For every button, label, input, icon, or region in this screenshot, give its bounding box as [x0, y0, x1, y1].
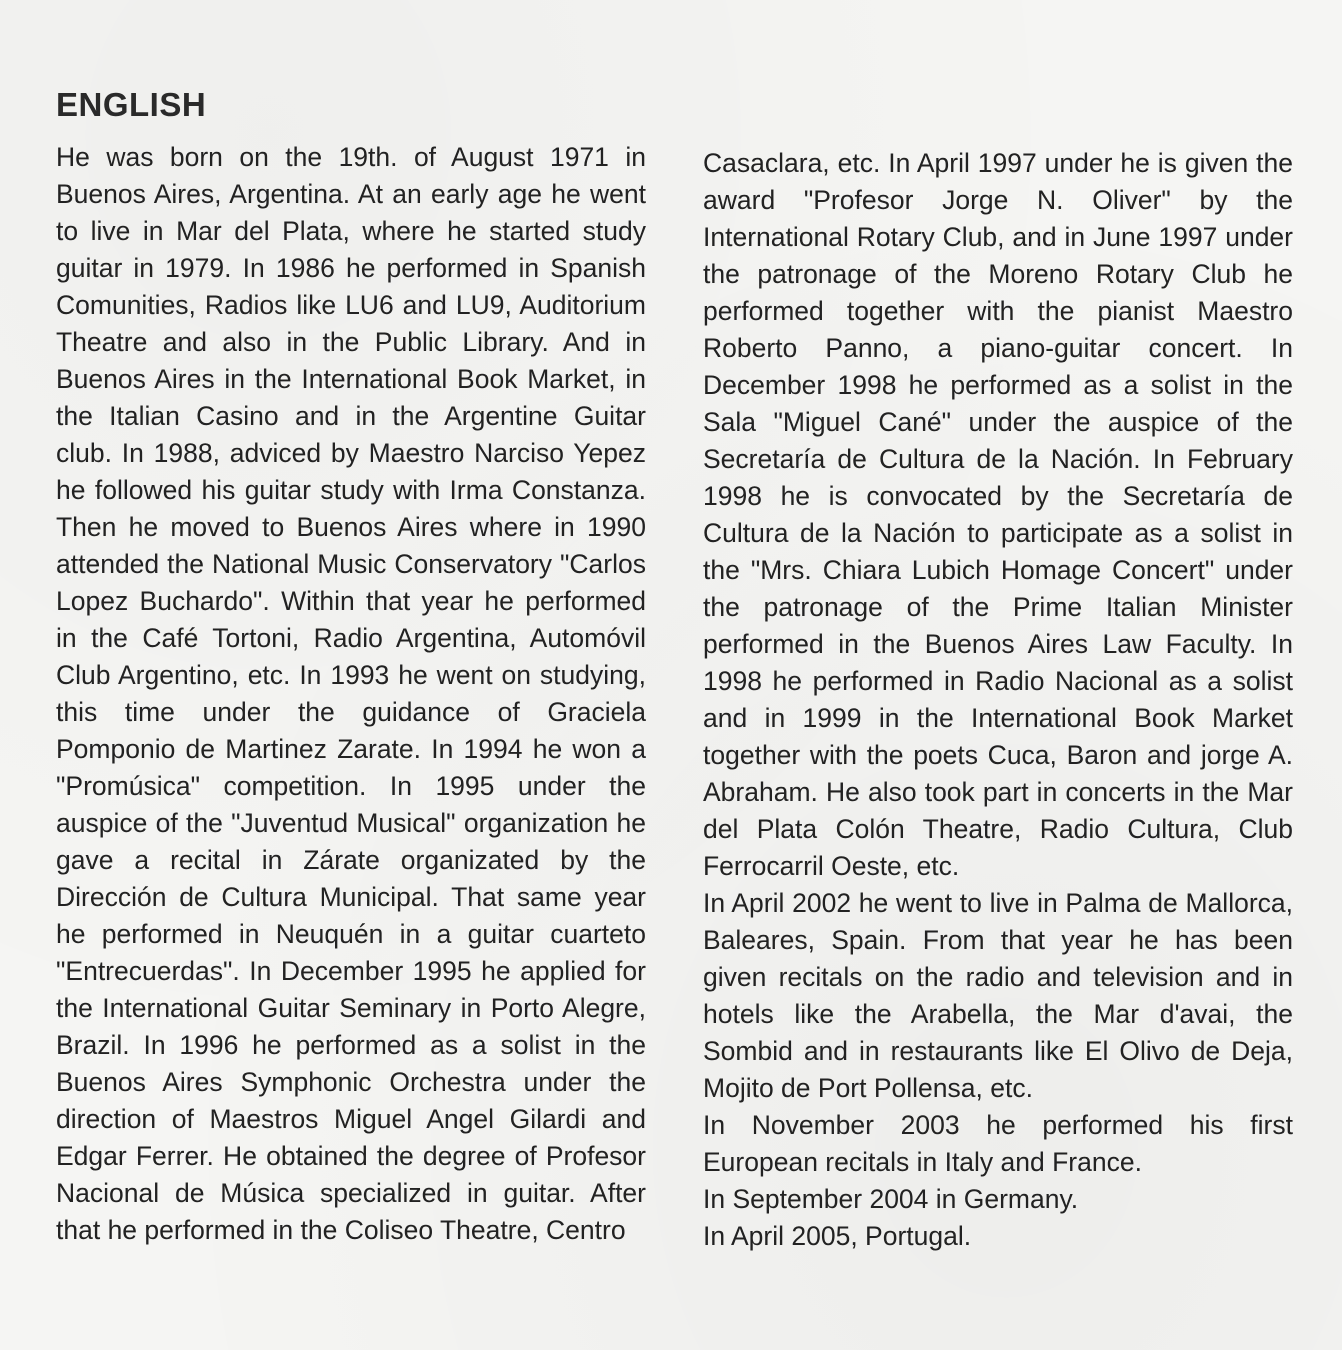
- biography-paragraph: In April 2005, Portugal.: [703, 1221, 972, 1251]
- right-column: [703, 145, 1293, 1255]
- biography-paragraph: In April 2002 he went to live in Palma de Mallorca, Baleares, Spain. From that year he has been given recitals on the radio and television and in hotels like the Arabella, the Mar d'avai, the Sombid and in restaurants like El Olivo de Deja, Mojito de Port Pollensa, etc.: [703, 888, 1293, 1103]
- left-column: [56, 139, 646, 1249]
- section-heading: ENGLISH: [56, 86, 207, 123]
- biography-paragraph: Casaclara, etc. In April 1997 under he is given the award "Profesor Jorge N. Oliver" by the International Rotary Club, and in June 1997 under the patronage of the Moreno Rotary Club he performed together with the pianist Maestro Roberto Panno, a piano-guitar concert. In December 1998 he performed as a solist in the Sala "Miguel Cané" under the auspice of the Secretaría de Cultura de la Nación. In February 1998 he is convocated by the Secretaría de Cultura de la Nación to participate as a solist in the "Mrs. Chiara Lubich Homage Concert" under the patronage of the Prime Italian Minister performed in the Buenos Aires Law Faculty. In 1998 he performed in Radio Nacional as a solist and in 1999 in the International Book Market together with the poets Cuca, Baron and jorge A. Abraham. He also took part in concerts in the Mar del Plata Colón Theatre, Radio Cultura, Club Ferrocarril Oeste, etc.: [703, 148, 1293, 881]
- biography-paragraph: He was born on the 19th. of August 1971 in Buenos Aires, Argentina. At an early age he went to live in Mar del Plata, where he started study guitar in 1979. In 1986 he performed in Spanish Comunities, Radios like LU6 and LU9, Auditorium Theatre and also in the Public Library. And in Buenos Aires in the International Book Market, in the Italian Casino and in the Argentine Guitar club. In 1988, adviced by Maestro Narciso Yepez he followed his guitar study with Irma Constanza. Then he moved to Buenos Aires where in 1990 attended the National Music Conservatory "Carlos Lopez Buchardo". Within that year he performed in the Café Tortoni, Radio Argentina, Automóvil Club Argentino, etc. In 1993 he went on studying, this time under the guidance of Graciela Pomponio de Martinez Zarate. In 1994 he won a "Promúsica" competition. In 1995 under the auspice of the "Juventud Musical" organization he gave a recital in Zárate organizated by the Dirección de Cultura Municipal. That same year he performed in Neuquén in a guitar cuarteto "Entrecuerdas". In December 1995 he applied for the International Guitar Seminary in Porto Alegre, Brazil. In 1996 he performed as a solist in the Buenos Aires Symphonic Orchestra under the direction of Maestros Miguel Angel Gilardi and Edgar Ferrer. He obtained the degree of Profesor Nacional de Música specialized in guitar. After that he performed in the Coliseo Theatre, Centro: [56, 142, 646, 1245]
- biography-paragraph: In September 2004 in Germany.: [703, 1184, 1079, 1214]
- biography-paragraph: In November 2003 he performed his first European recitals in Italy and France.: [703, 1110, 1293, 1177]
